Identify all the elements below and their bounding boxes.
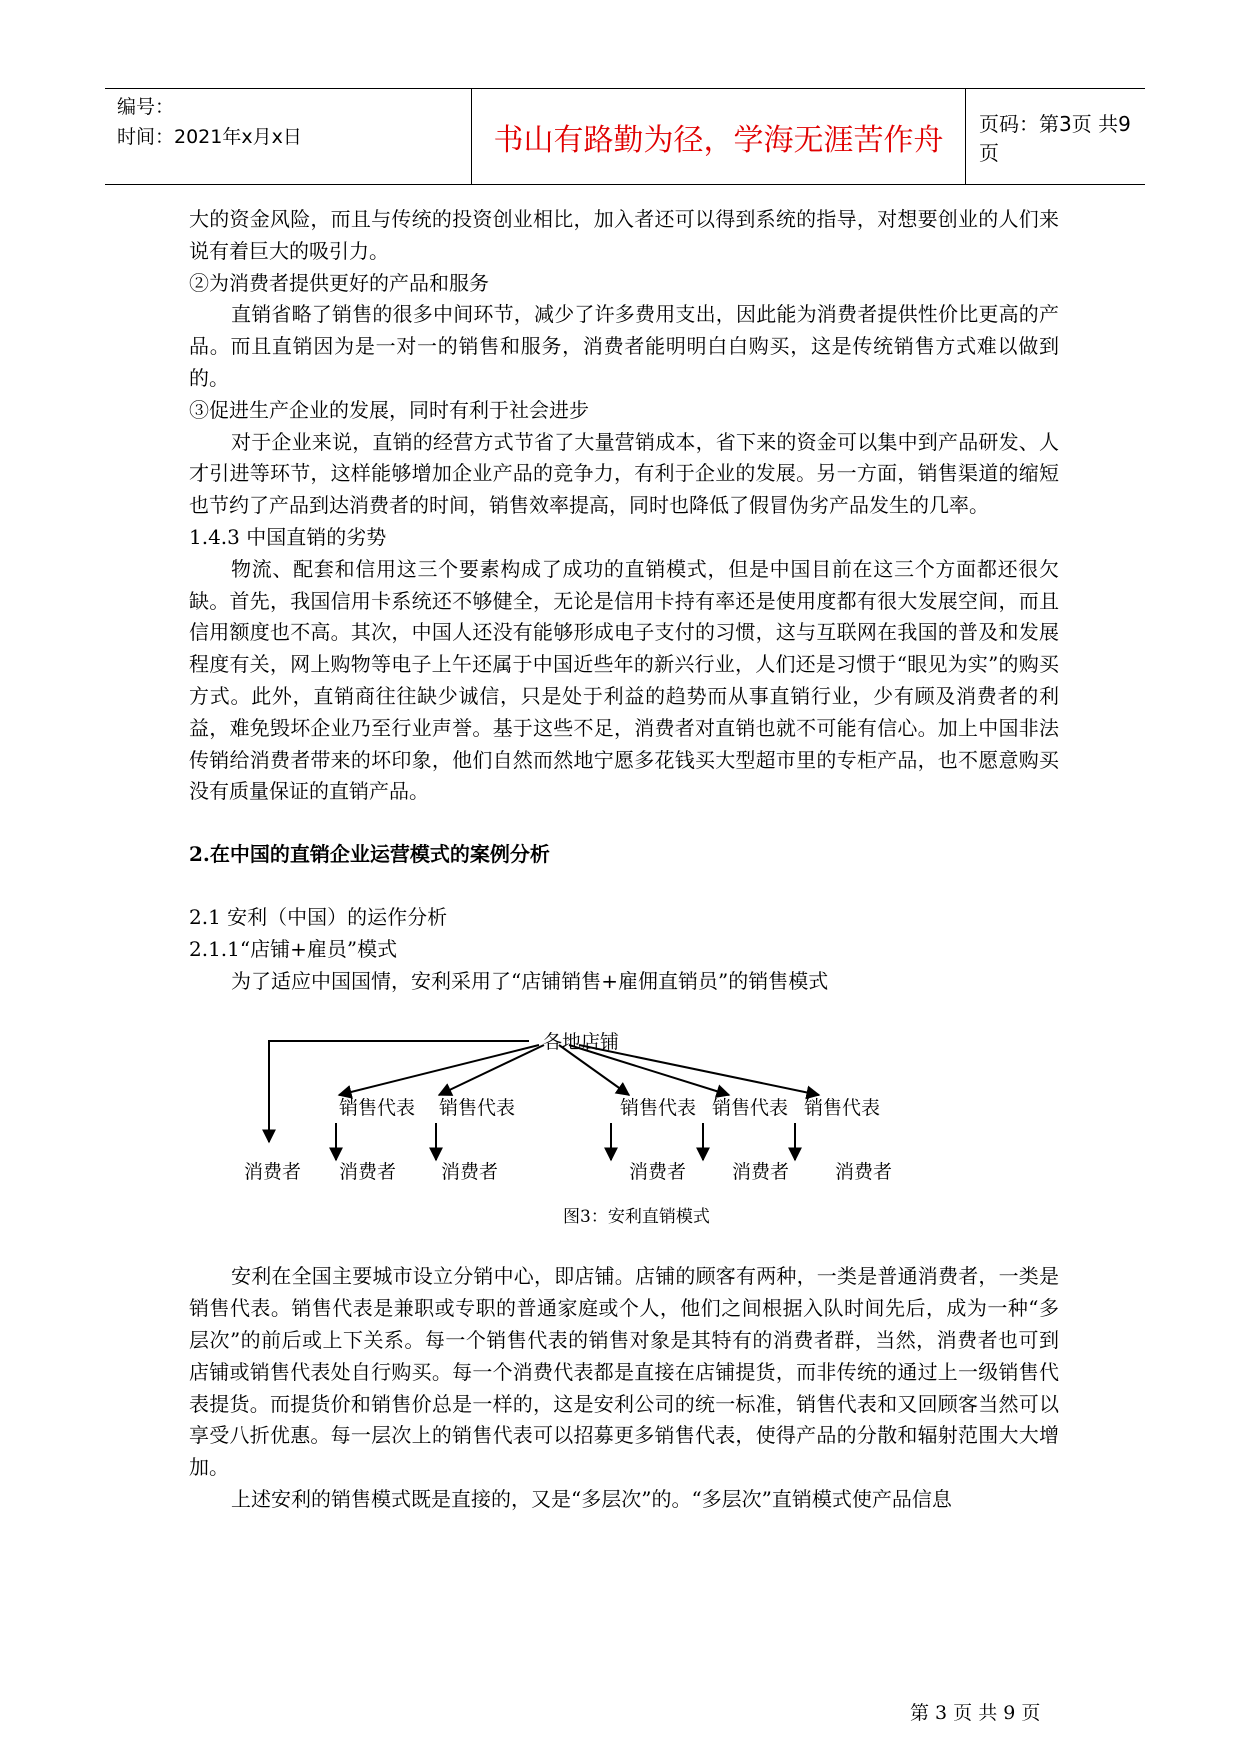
document-body [189, 204, 1059, 1516]
paragraph: 为了适应中国国情，安利采用了“店铺销售+雇佣直销员”的销售模式 [231, 968, 829, 993]
document-time-label: 时间：2021年x月x日 [117, 126, 302, 148]
arrow-root-to-rep [439, 1045, 544, 1095]
paragraph: 对于企业来说，直销的经营方式节省了大量营销成本，省下来的资金可以集中到产品研发、人才引进等环节，这样能够增加企业产品的竞争力，有利于企业的发展。另一方面，销售渠道的缩短也节约了产品到达消费者的时间，销售效率提高，同时也降低了假冒伪劣产品发生的几率。 [189, 429, 1059, 518]
page-footer: 第 3 页 共 9 页 [910, 1702, 1041, 1724]
header-page-number: 页码：第3页 共9页 [979, 111, 1131, 165]
header-meta [117, 89, 472, 184]
amway-model-diagram [189, 1017, 1059, 1229]
arrow-root-to-consumer [269, 1041, 529, 1142]
arrow-root-to-rep [339, 1045, 539, 1095]
paragraph: 安利在全国主要城市设立分销中心，即店铺。店铺的顾客有两种，一类是普通消费者，一类是销售代表。销售代表是兼职或专职的普通家庭或个人，他们之间根据入队时间先后，成为一种“多层次”的前后或上下关系。每一个销售代表的销售对象是其特有的消费者群，当然，消费者也可到店铺或销售代表处自行购买。每一个消费代表都是直接在店铺提货，而非传统的通过上一级销售代表提货。而提货价和销售价总是一样的，这是安利公司的统一标准，销售代表和又回顾客当然可以享受八折优惠。每一层次上的销售代表可以招募更多销售代表，使得产品的分散和辐射范围大大增加。 [189, 1264, 1059, 1480]
node-consumer: 消费者 [244, 1161, 302, 1184]
node-consumer: 消费者 [732, 1161, 790, 1184]
node-consumer: 消费者 [441, 1161, 499, 1184]
subheading: ③促进生产企业的发展，同时有利于社会进步 [189, 397, 589, 422]
paragraph: 直销省略了销售的很多中间环节，减少了许多费用支出，因此能为消费者提供性价比更高的产品。而且直销因为是一对一的销售和服务，消费者能明明白白购买，这是传统销售方式难以做到的。 [189, 302, 1059, 390]
node-consumer: 消费者 [629, 1161, 687, 1184]
page-header [105, 88, 1145, 185]
node-sales-rep: 销售代表 [439, 1097, 516, 1120]
paragraph: 物流、配套和信用这三个要素构成了成功的直销模式，但是中国目前在这三个方面都还很欠缺。首先，我国信用卡系统还不够健全，无论是信用卡持有率还是使用度都有很大发展空间，而且信用额度也不高。其次，中国人还没有能够形成电子支付的习惯，这与互联网在我国的普及和发展程度有关，网上购物等电子上午还属于中国近些年的新兴行业，人们还是习惯于“眼见为实”的购买方式。此外，直销商往往缺少诚信，只是处于利益的趋势而从事直销行业，少有顾及消费者的利益，难免毁坏企业乃至行业声誉。基于这些不足，消费者对直销也就不可能有信心。加上中国非法传销给消费者带来的坏印象，他们自然而然地宁愿多花钱买大型超市里的专柜产品，也不愿意购买没有质量保证的直销产品。 [189, 556, 1059, 804]
node-sales-rep: 销售代表 [804, 1097, 881, 1120]
paragraph: 上述安利的销售模式既是直接的，又是“多层次”的。“多层次”直销模式使产品信息 [231, 1486, 952, 1511]
header-motto: 书山有路勤为径，学海无涯苦作舟 [472, 89, 966, 184]
node-sales-rep: 销售代表 [339, 1097, 416, 1120]
subsection-heading: 2.1.1“店铺+雇员”模式 [189, 936, 398, 961]
node-sales-rep: 销售代表 [620, 1097, 697, 1120]
document-number-label: 编号： [117, 96, 175, 118]
chapter-heading: 2.在中国的直销企业运营模式的案例分析 [189, 842, 550, 867]
paragraph: 大的资金风险，而且与传统的投资创业相比，加入者还可以得到系统的指导，对想要创业的人们来说有着巨大的吸引力。 [189, 207, 1059, 263]
section-heading: 1.4.3 中国直销的劣势 [189, 524, 387, 549]
node-consumer: 消费者 [339, 1161, 397, 1184]
section-heading: 2.1 安利（中国）的运作分析 [189, 904, 448, 929]
figure-caption: 图3：安利直销模式 [563, 1207, 710, 1228]
node-sales-rep: 销售代表 [712, 1097, 789, 1120]
node-stores: 各地店铺 [543, 1031, 620, 1054]
node-consumer: 消费者 [835, 1161, 893, 1184]
subheading: ②为消费者提供更好的产品和服务 [189, 270, 489, 295]
